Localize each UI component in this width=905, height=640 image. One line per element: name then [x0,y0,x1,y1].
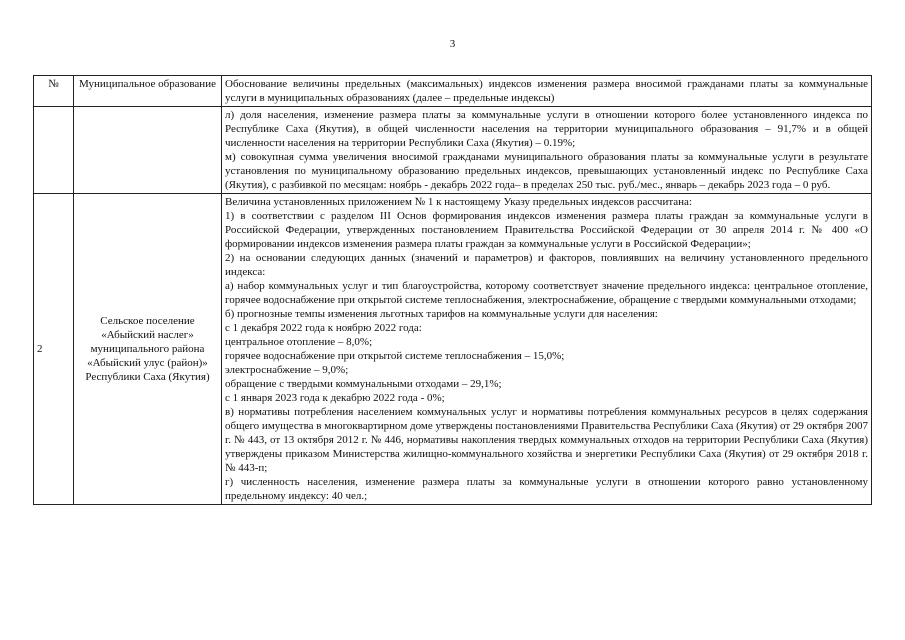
paragraph: 1) в соответствии с разделом III Основ формирования индексов изменения размера платы граждан за коммунальные услуги в Российской Федерации, утвержденных постановлением Правительства Российской Федерации от 30 апреля 2014 г. № 400 «О формировании индексов изменения размера платы граждан за коммунальные услуги в Российской Федерации»; [225,210,868,250]
paragraph: с 1 января 2023 года к декабрю 2022 года - 0%; [225,392,445,404]
paragraph: в) нормативы потребления населением коммунальных услуг и нормативы потребления коммунальных ресурсов в целях содержания общего имущества в многоквартирном доме утверждены постановлениями Правительства Республики Саха (Якутия) от 29 октября 2007 г. № 443, от 13 октября 2012 г. № 446, нормативы накопления твердых коммунальных отходов на территории Республики Саха (Якутия) утверждены приказом Министерства жилищно-коммунального хозяйства и энергетики Республики Саха (Якутия) от 29 октября 2018 г. № 443-п; [225,406,868,474]
paragraph: центральное отопление – 8,0%; [225,336,373,348]
header-municipality-cell: Муниципальное образование [74,76,222,107]
paragraph: г) численность населения, изменение размера платы за коммунальные услуги в отношении которого равно установленному предельному индексу: 40 чел.; [225,476,868,502]
paragraph: горячее водоснабжение при открытой системе теплоснабжения – 15,0%; [225,350,565,362]
paragraph: Величина установленных приложением № 1 к настоящему Указу предельных индексов рассчитана: [225,196,692,208]
paragraph: а) набор коммунальных услуг и тип благоустройства, которому соответствует значение предельного индекса: центральное отопление, горячее водоснабжение при открытой системе теплоснабжения, электроснабжение, обращение с твердыми коммунальными отходами; [225,280,868,306]
table-header-row [34,76,872,107]
paragraph: 2) на основании следующих данных (значений и параметров) и факторов, повлиявших на величину установленного предельного индекса: [225,252,868,278]
row1-justification-cell [222,107,872,194]
page-number: 3 [449,38,456,50]
table-row [34,194,872,505]
paragraph: л) доля населения, изменение размера платы за коммунальные услуги в отношении которого более установленного индекса по Республике Саха (Якутия), в общей численности населения на территории муниципального образования – 91,7% и в общей численности населения на территории Республики Саха (Якутия) – 0.19%; [225,109,868,149]
table-row [34,107,872,194]
row1-number-cell [34,107,74,194]
paragraph: м) совокупная сумма увеличения вносимой гражданами муниципального образования платы за коммунальные услуги в результате установления по муниципальному образованию предельных индексов, превышающих установленный индекс по Республике Саха (Якутия), с разбивкой по месяцам: ноябрь - декабрь 2022 года– в пределах 250 тыс. руб./мес., январь – декабрь 2023 года – 0 руб. [225,151,868,191]
header-number-cell: № [34,76,74,107]
paragraph: электроснабжение – 9,0%; [225,364,349,376]
header-justification-cell: Обоснование величины предельных (максимальных) индексов изменения размера вносимой гражданами платы за коммунальные услуги в муниципальных образованиях (далее – предельные индексы) [222,76,872,107]
row1-municipality-cell [74,107,222,194]
paragraph: б) прогнозные темпы изменения льготных тарифов на коммунальные услуги для населения: [225,308,658,320]
row2-justification-cell [222,194,872,505]
row2-number-cell: 2 [34,194,74,505]
paragraph: с 1 декабря 2022 года к ноябрю 2022 года: [225,322,422,334]
row2-municipality-cell: Сельское поселение «Абыйский наслег» муниципального района «Абыйский улус (район)» Республики Саха (Якутия) [74,194,222,505]
paragraph: обращение с твердыми коммунальными отходами – 29,1%; [225,378,502,390]
indices-table [33,75,872,505]
